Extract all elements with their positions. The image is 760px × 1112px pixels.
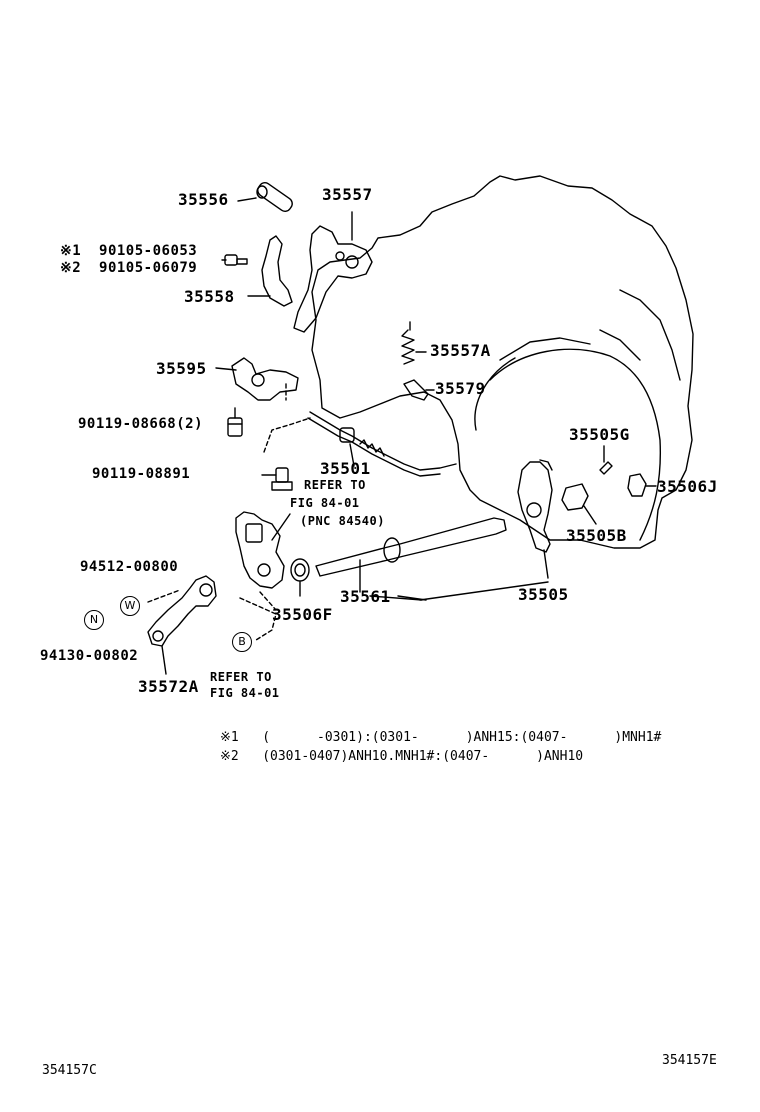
label-35556: 35556 (178, 190, 229, 209)
fig-reference-bottom: FIG 84-01 (210, 686, 280, 700)
label-90105-06079: ※2 90105-06079 (60, 260, 198, 276)
label-35561: 35561 (340, 587, 391, 606)
label-35557: 35557 (322, 185, 373, 204)
part-35558 (248, 236, 292, 306)
label-35557A: 35557A (430, 341, 491, 360)
bolt-90119-08668 (228, 408, 242, 436)
part-35579-pin (404, 380, 434, 400)
label-35505: 35505 (518, 585, 569, 604)
applicability-note-2: ※2 (0301-0407)ANH10.MNH1#:(0407- )ANH10 (220, 749, 584, 764)
label-90119-08891: 90119-08891 (92, 466, 191, 482)
applicability-note-1: ※1 ( -0301):(0301- )ANH15:(0407- )MNH1# (220, 730, 662, 745)
part-35505G-pin (600, 446, 612, 474)
label-90105-06053: ※1 90105-06053 (60, 243, 198, 259)
callout-b: B (232, 632, 252, 652)
label-35579: 35579 (435, 379, 486, 398)
part-35506F-seal (291, 559, 309, 596)
label-90119-08668: 90119-08668(2) (78, 416, 204, 432)
part-35505B-bushing (562, 484, 596, 524)
part-35595-bracket (216, 358, 298, 400)
neutral-switch (236, 512, 290, 588)
part-35556-pin (255, 180, 294, 213)
callout-n: N (84, 610, 104, 630)
label-94130-00802: 94130-00802 (40, 648, 139, 664)
label-35505G: 35505G (569, 425, 630, 444)
label-35506F: 35506F (272, 605, 333, 624)
part-35557-lever (294, 212, 372, 332)
footer-code-left: 354157C (42, 1063, 97, 1078)
part-35572A-bracket (148, 576, 216, 674)
label-35558: 35558 (184, 287, 235, 306)
refer-to-bottom: REFER TO (210, 670, 272, 684)
bolt-90105 (222, 255, 247, 265)
part-35505-lever (420, 460, 552, 600)
label-35501: 35501 (320, 459, 371, 478)
callout-w: W (120, 596, 140, 616)
footer-code-right: 354157E (662, 1053, 717, 1068)
bolt-90119-08891 (262, 468, 292, 490)
bell-housing-ring (490, 349, 660, 540)
label-35572A: 35572A (138, 677, 199, 696)
transaxle-housing-outline (312, 176, 693, 548)
label-35595: 35595 (156, 359, 207, 378)
fig-reference-top: FIG 84-01 (290, 496, 360, 510)
label-94512-00800: 94512-00800 (80, 559, 179, 575)
part-35557A-spring (402, 322, 426, 364)
label-35506J: 35506J (657, 477, 718, 496)
part-35506J-clip (628, 474, 656, 496)
refer-to-top: REFER TO (304, 478, 366, 492)
pnc-reference: (PNC 84540) (300, 514, 385, 528)
label-35505B: 35505B (566, 526, 627, 545)
